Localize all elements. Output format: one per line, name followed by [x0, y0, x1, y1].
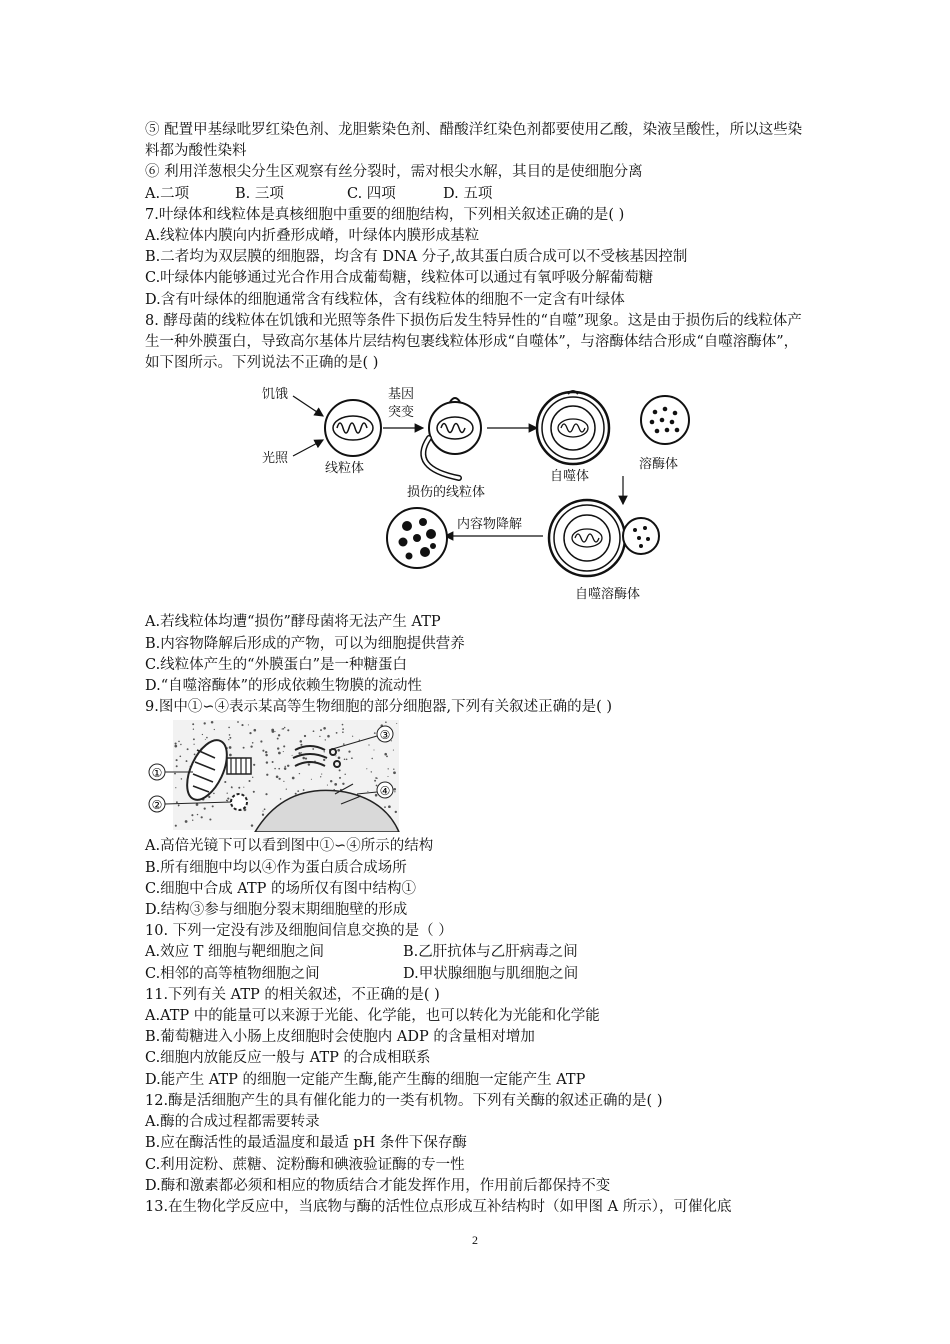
option: C.细胞内放能反应一般与 ATP 的合成相联系 — [145, 1050, 431, 1067]
option-row — [145, 964, 815, 985]
label-mitochondrion: 线粒体 — [325, 461, 365, 477]
autophagy-diagram — [145, 376, 815, 608]
label-hunger: 饥饿 — [262, 387, 289, 403]
option: B.内容物降解后形成的产物，可以为细胞提供营养 — [145, 635, 465, 652]
option: B.葡萄糖进入小肠上皮细胞时会使胞内 ADP 的含量相对增加 — [145, 1029, 535, 1046]
option: B.所有细胞中均以④作为蛋白质合成场所 — [145, 859, 407, 876]
text-line: ⑥ 利用洋葱根尖分生区观察有丝分裂时，需对根尖水解，其目的是使细胞分离 — [145, 164, 643, 181]
option: B.乙肝抗体与乙肝病毒之间 — [403, 944, 578, 961]
option: A.酶的合成过程都需要转录 — [145, 1114, 320, 1131]
label-light: 光照 — [262, 451, 289, 467]
damaged-mitochondrion-icon — [423, 398, 481, 478]
option: A.高倍光镜下可以看到图中①∽④所示的结构 — [145, 838, 434, 855]
label-autophagosome: 自噬体 — [550, 469, 590, 485]
label-2: ② — [151, 798, 163, 813]
option: D.结构③参与细胞分裂末期细胞壁的形成 — [145, 902, 408, 919]
option: D.含有叶绿体的细胞通常含有线粒体，含有线粒体的细胞不一定含有叶绿体 — [145, 291, 625, 308]
question-stem: 10. 下列一定没有涉及细胞间信息交换的是（ ） — [145, 923, 453, 940]
label-damaged-mitochondrion: 损伤的线粒体 — [407, 485, 486, 501]
label-lysosome: 溶酶体 — [639, 457, 679, 473]
option: C. 四项 — [347, 185, 396, 202]
option: B.二者均为双层膜的细胞器，均含有 DNA 分子,故其蛋白质合成可以不受核基因控制 — [145, 249, 688, 266]
lysosome-icon — [641, 396, 689, 444]
question-stem: 11.下列有关 ATP 的相关叙述，不正确的是( ) — [145, 986, 440, 1003]
label-degradation: 内容物降解 — [457, 517, 523, 533]
option: B. 三项 — [235, 185, 284, 202]
option: C.线粒体产生的“外膜蛋白”是一种糖蛋白 — [145, 656, 408, 673]
option: A.效应 T 细胞与靶细胞之间 — [145, 944, 324, 961]
option: A.二项 — [145, 185, 190, 202]
option: C.相邻的高等植物细胞之间 — [145, 965, 320, 982]
option: A.若线粒体均遭“损伤”酵母菌将无法产生 ATP — [145, 614, 441, 631]
label-mutation: 突变 — [388, 405, 415, 421]
question-stem: 9.图中①∽④表示某高等生物细胞的部分细胞器,下列有关叙述正确的是( ) — [145, 699, 613, 716]
q6-options — [145, 184, 815, 205]
question-stem: 7.叶绿体和线粒体是真核细胞中重要的细胞结构，下列相关叙述正确的是( ) — [145, 206, 625, 223]
text-line: ⑤ 配置甲基绿吡罗红染色剂、龙胆紫染色剂、醋酸洋红染色剂都要使用乙酸，染液呈酸性，所以这些染料都为酸性染料 — [145, 122, 803, 160]
label-3: ③ — [379, 728, 391, 743]
label-mutation: 基因 — [388, 387, 415, 403]
option: D.甲状腺细胞与肌细胞之间 — [403, 965, 579, 982]
label-autolysosome: 自噬溶酶体 — [575, 587, 641, 603]
option: D.能产生 ATP 的细胞一定能产生酶,能产生酶的细胞一定能产生 ATP — [145, 1071, 586, 1088]
question-stem: 8. 酵母菌的线粒体在饥饿和光照等条件下损伤后发生特异性的“自噬”现象。这是由于损伤后的线粒体产生一种外膜蛋白，导致高尔基体片层结构包裹线粒体形成“自噬体”，与溶酶体结合形成“自噬溶酶体”， 如下图所示。下列说法不正确的是( ) — [145, 312, 802, 372]
page-number: 2 — [472, 1233, 478, 1247]
organelle-figure — [145, 720, 815, 832]
option: D. 五项 — [443, 185, 493, 202]
option: A.ATP 中的能量可以来源于光能、化学能，也可以转化为光能和化学能 — [145, 1008, 600, 1025]
option: A.线粒体内膜向内折叠形成嵴，叶绿体内膜形成基粒 — [145, 228, 480, 245]
option-row — [145, 942, 815, 963]
autophagy-figure — [145, 376, 815, 608]
mitochondrion-icon — [325, 400, 381, 456]
option: B.应在酶活性的最适温度和最适 pH 条件下保存酶 — [145, 1135, 467, 1152]
option: D.酶和激素都必须和相应的物质结合才能发挥作用，作用前后都保持不变 — [145, 1177, 611, 1194]
label-1: ① — [151, 766, 163, 781]
question-stem: 12.酶是活细胞产生的具有催化能力的一类有机物。下列有关酶的叙述正确的是( ) — [145, 1092, 663, 1109]
label-4: ④ — [379, 784, 391, 799]
option: C.利用淀粉、蔗糖、淀粉酶和碘液验证酶的专一性 — [145, 1156, 465, 1173]
degraded-vesicle-icon — [387, 508, 447, 568]
option: C.叶绿体内能够通过光合作用合成葡萄糖，线粒体可以通过有氧呼吸分解葡萄糖 — [145, 270, 654, 287]
autolysosome-icon — [549, 500, 659, 576]
option: C.细胞中合成 ATP 的场所仅有图中结构① — [145, 880, 417, 897]
content — [145, 120, 815, 1218]
autophagosome-icon — [537, 391, 609, 464]
option: D.“自噬溶酶体”的形成依赖生物膜的流动性 — [145, 678, 423, 695]
organelle-micrograph — [145, 720, 405, 832]
question-stem: 13.在生物化学反应中，当底物与酶的活性位点形成互补结构时（如甲图 A 所示），可催化底 — [145, 1198, 732, 1215]
